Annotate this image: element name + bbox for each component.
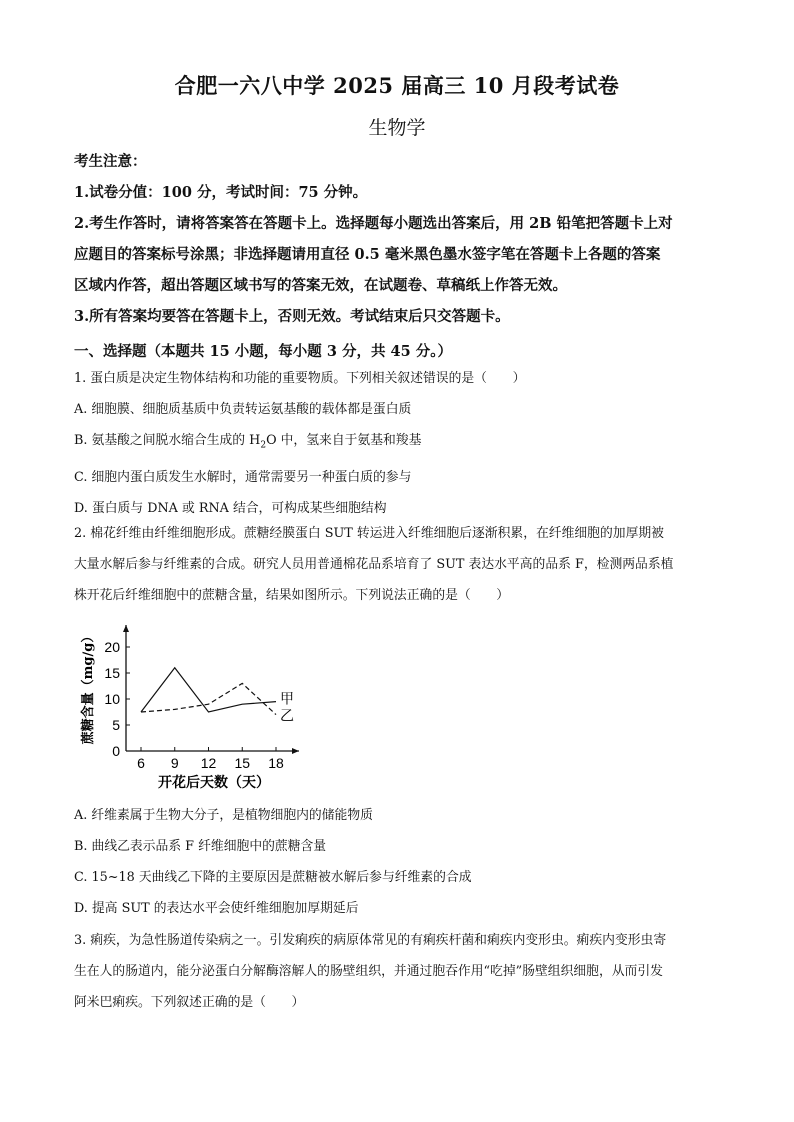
question-stem-line: 2. 棉花纤维由纤维细胞形成。蔗糖经膜蛋白 SUT 转运进入纤维细胞后逐渐积累，在纤维细胞的加厚期被	[74, 526, 664, 541]
question-stem-line: 大量水解后参与纤维素的合成。研究人员用普通棉花品系培育了 SUT 表达水平高的品系 F，检测两品系植	[74, 557, 674, 572]
y-axis-arrow	[123, 625, 129, 632]
option-c: C. 15~18 天曲线乙下降的主要原因是蔗糖被水解后参与纤维素的合成	[74, 870, 472, 885]
question-3	[74, 925, 724, 1018]
option-c: C. 细胞内蛋白质发生水解时，通常需要另一种蛋白质的参与	[74, 469, 412, 485]
notice-item: 应题目的答案标号涂黑；非选择题请用直径 0.5 毫米黑色墨水签字笔在答题卡上各题的答案	[74, 246, 661, 263]
subscript: 2	[260, 440, 267, 451]
option-b-text: B. 氨基酸之间脱水缩合生成的 H	[74, 433, 261, 448]
x-tick-label: 6	[137, 755, 145, 771]
option-b	[74, 425, 724, 462]
sucrose-chart	[74, 615, 314, 805]
notice-item: 区域内作答，超出答题区域书写的答案无效，在试题卷、草稿纸上作答无效。	[74, 277, 567, 294]
exam-title: 合肥一六八中学 2025 届高三 10 月段考试卷	[174, 73, 620, 98]
series-line-jia	[141, 668, 276, 712]
question-stem: 1. 蛋白质是决定生物体结构和功能的重要物质。下列相关叙述错误的是（ ）	[74, 371, 526, 386]
notice-item: 1.试卷分值：100 分，考试时间：75 分钟。	[74, 184, 368, 201]
section-heading: 一、选择题（本题共 15 小题，每小题 3 分，共 45 分。）	[74, 343, 452, 360]
question-stem-line: 3. 痢疾，为急性肠道传染病之一。引发痢疾的病原体常见的有痢疾杆菌和痢疾内变形虫。痢疾内变形虫寄	[74, 933, 667, 948]
series-label: 甲	[280, 691, 294, 708]
notice-block	[74, 146, 724, 332]
notice-item: 3.所有答案均要答在答题卡上，否则无效。考试结束后只交答题卡。	[74, 308, 510, 325]
question-2	[74, 518, 724, 611]
option-a: A. 细胞膜、细胞质基质中负责转运氨基酸的载体都是蛋白质	[74, 402, 412, 417]
option-b-text-end: O 中，氢来自于氨基和羧基	[266, 433, 422, 448]
y-tick-label: 5	[112, 717, 120, 733]
series-label: 乙	[280, 708, 294, 725]
notice-heading: 考生注意：	[74, 153, 147, 170]
y-axis-label: 蔗糖含量（mg/g）	[81, 629, 96, 745]
question-2-options	[74, 800, 724, 924]
x-tick-label: 12	[200, 755, 217, 771]
y-tick-label: 0	[112, 743, 120, 759]
x-axis-label: 开花后天数（天）	[158, 775, 270, 791]
x-tick-label: 9	[170, 755, 179, 771]
option-d: D. 蛋白质与 DNA 或 RNA 结合，可构成某些细胞结构	[74, 500, 387, 516]
option-b: B. 曲线乙表示品系 F 纤维细胞中的蔗糖含量	[74, 839, 327, 854]
question-1	[74, 363, 724, 524]
chart-svg	[74, 615, 314, 805]
question-stem-line: 生在人的肠道内，能分泌蛋白分解酶溶解人的肠壁组织，并通过胞吞作用“吃掉”肠壁组织细胞，从而引发	[74, 964, 663, 979]
x-axis-arrow	[292, 748, 299, 754]
x-tick-label: 15	[234, 755, 251, 771]
subject-title: 生物学	[368, 117, 426, 139]
series-line-yi	[141, 683, 276, 714]
option-a: A. 纤维素属于生物大分子，是植物细胞内的储能物质	[74, 808, 373, 823]
y-tick-label: 10	[104, 691, 120, 707]
notice-item: 2.考生作答时，请将答案答在答题卡上。选择题每小题选出答案后，用 2B 铅笔把答题卡上对	[74, 215, 673, 232]
y-tick-label: 20	[104, 639, 120, 655]
x-tick-label: 18	[268, 755, 284, 771]
question-stem-line: 阿米巴痢疾。下列叙述正确的是（ ）	[74, 995, 305, 1010]
option-d: D. 提高 SUT 的表达水平会使纤维细胞加厚期延后	[74, 901, 359, 916]
question-stem-line: 株开花后纤维细胞中的蔗糖含量，结果如图所示。下列说法正确的是（ ）	[74, 588, 510, 603]
y-tick-label: 15	[104, 665, 120, 681]
